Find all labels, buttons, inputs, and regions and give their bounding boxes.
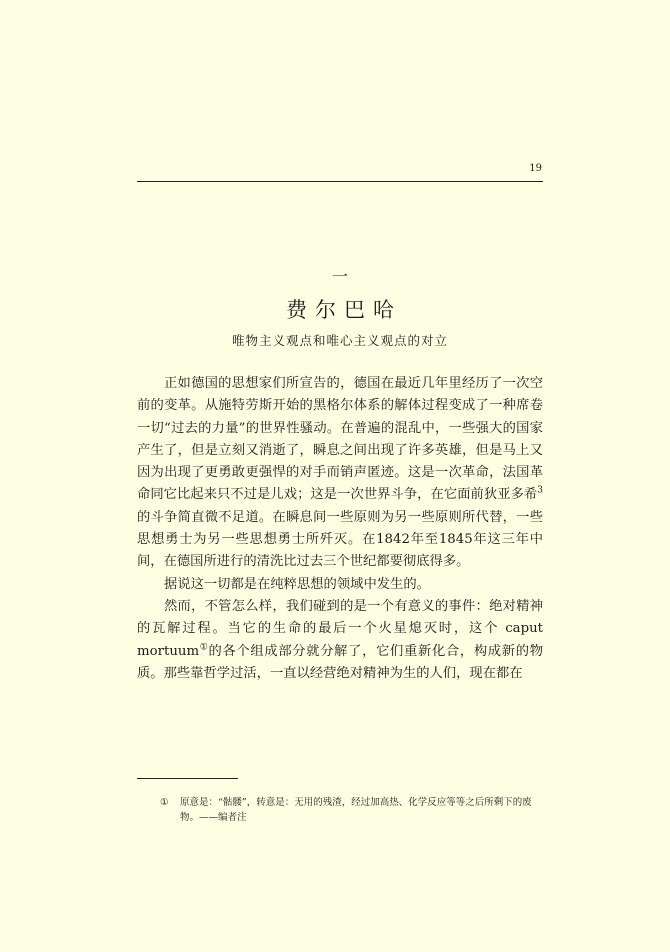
header-rule: [137, 181, 543, 182]
footnote-rule: [137, 778, 238, 779]
note-reference-3: 3: [537, 486, 543, 497]
footnote-reference-1: ①: [199, 642, 209, 653]
paragraph-2: 据说这一切都是在纯粹思想的领域中发生的。: [164, 576, 430, 592]
footnote-text: 原意是：“骷髅”，转意是：无用的残渣，经过加高热、化学反应等等之后所剩下的废物。——编者注: [180, 797, 532, 823]
chapter-number: 一: [331, 267, 348, 286]
paragraph-1: [137, 373, 543, 574]
footnote: [160, 795, 543, 825]
body-text: [137, 373, 543, 685]
chapter-title: 费尔巴哈: [286, 298, 402, 322]
page-number: 19: [529, 163, 542, 174]
paragraph-1-text-b: 的斗争简直微不足道。在瞬息间一些原则为另一些原则所代替，一些思想勇士为另一些思想勇士所歼灭。在1842年至1845年这三年中间，在德国所进行的清洗比过去三个世纪都要彻底得多。: [137, 509, 543, 570]
paragraph-3-text-b: 的各个组成部分就分解了，它们重新化合，构成新的物质。那些靠哲学过活，一直以经营绝对精神为生的人们，现在都在: [137, 643, 544, 681]
chapter-subtitle: 唯物主义观点和唯心主义观点的对立: [231, 333, 448, 348]
footnote-marker: ①: [160, 797, 169, 808]
paragraph-3: [137, 596, 543, 685]
paragraph-1-text-a: 正如德国的思想家们所宣告的，德国在最近几年里经历了一次空前的变革。从施特劳斯开始的黑格尔体系的解体过程变成了一种席卷一切“过去的力量”的世界性骚动。在普遍的混乱中，一些强大的国家产生了，但是立刻又消逝了，瞬息之间出现了许多英雄，但是马上又因为出现了更勇敢更强悍的对手而销声匿迹。这是一次革命，法国革命同它比起来只不过是儿戏；这是一次世界斗争，在它面前狄亚多希: [137, 376, 543, 503]
paragraph-3-text-a: 然而，不管怎么样，我们碰到的是一个有意义的事件：绝对精神的瓦解过程。当它的生命的最后一个火星熄灭时，这个 caput mortuum: [137, 598, 543, 659]
